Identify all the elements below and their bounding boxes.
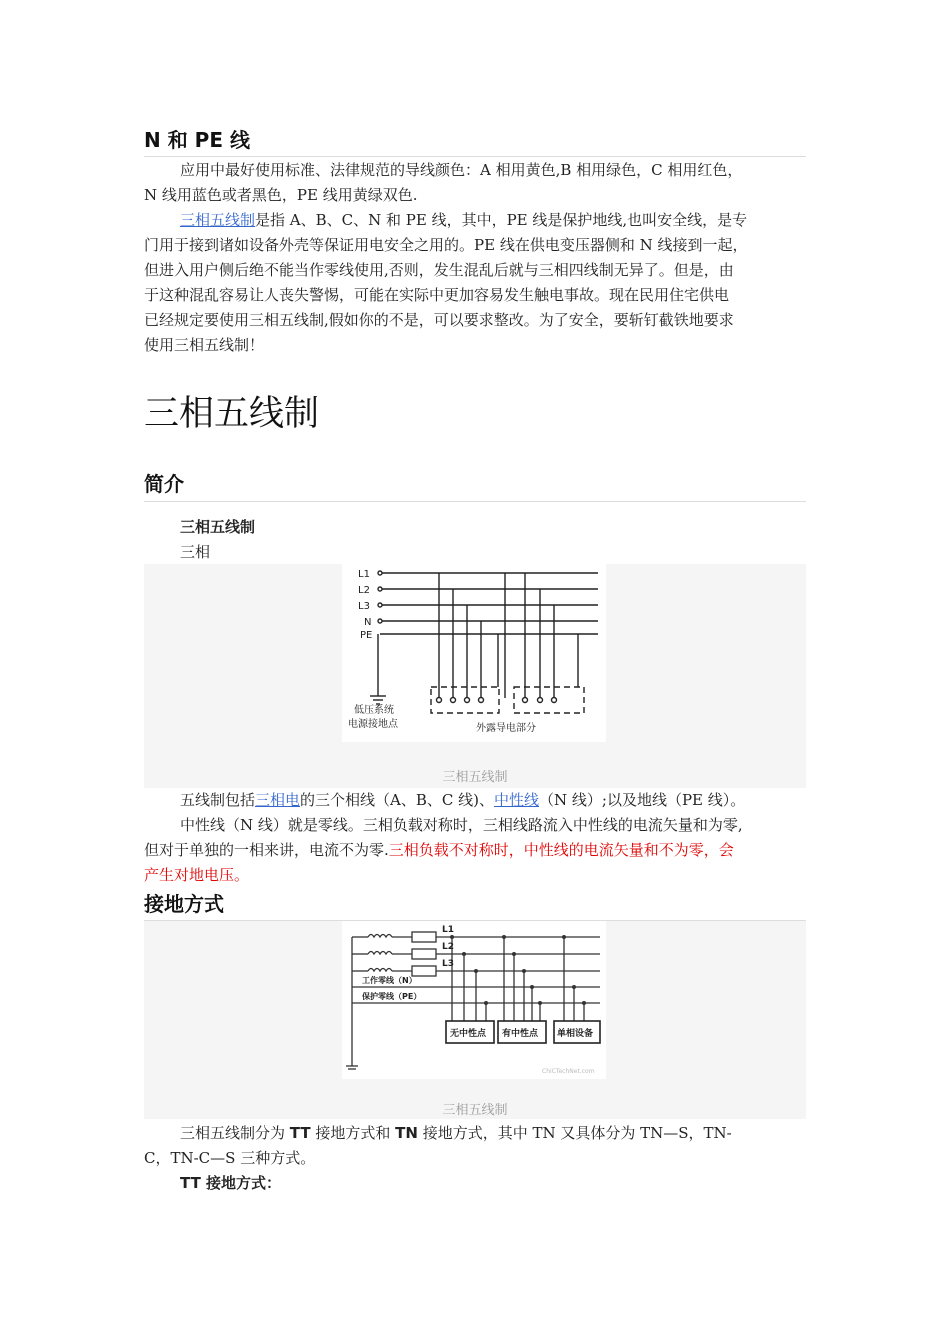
line-label: L3 — [442, 959, 454, 969]
three-phase-five-wire-diagram — [342, 564, 606, 742]
paragraph-text: 三相五线制分为 — [180, 1124, 290, 1142]
watermark: ChiCTechNet.com — [542, 1068, 595, 1075]
paragraph-line — [180, 1121, 732, 1146]
ground-label: 低压系统 — [354, 705, 394, 716]
paragraph-line: 应用中最好使用标准、法律规范的导线颜色：A 相用黄色,B 相用绿色，C 相用红色， — [180, 161, 743, 179]
term-tn: TN — [395, 1124, 418, 1142]
paragraph-text: 的三个相线（A、B、C 线)、 — [300, 791, 494, 809]
line-label: L2 — [358, 585, 370, 596]
paragraph-text: 接地方式和 — [310, 1124, 396, 1142]
exposed-parts-label: 外露导电部分 — [476, 723, 536, 734]
heading-divider — [144, 501, 806, 502]
figure-box — [144, 564, 806, 788]
box-label: 单相设备 — [557, 1029, 594, 1039]
warning-text: 产生对地电压。 — [144, 866, 250, 884]
page-title: 三相五线制 — [144, 394, 320, 434]
paragraph-text: （N 线）;以及地线（PE 线）。 — [539, 791, 746, 809]
paragraph-text: 五线制包括 — [180, 791, 256, 809]
figure-box — [144, 921, 806, 1119]
section-heading-intro: 简介 — [144, 472, 184, 496]
paragraph-line: 但进入用户侧后绝不能当作零线使用,否则，发生混乱后就与三相四线制无异了。但是，由 — [144, 261, 734, 279]
figure-caption: 三相五线制 — [442, 770, 508, 785]
term-tt: TT — [289, 1124, 311, 1142]
paragraph-line: 已经规定要使用三相五线制,假如你的不是，可以要求整改。为了安全，要斩钉截铁地要求 — [144, 311, 734, 329]
line-label: L1 — [358, 569, 370, 580]
paragraph-line: 使用三相五线制！ — [144, 336, 265, 354]
paragraph-line — [180, 788, 745, 813]
heading-divider — [144, 156, 806, 157]
box-label: 无中性点 — [450, 1029, 487, 1039]
protective-neutral-label: 保护零线（PE） — [362, 992, 422, 1001]
work-neutral-label: 工作零线（N） — [362, 976, 417, 985]
figure-caption: 三相五线制 — [442, 1103, 508, 1118]
sub-label: 三相 — [180, 543, 211, 561]
paragraph-line — [180, 208, 747, 233]
paragraph-line — [144, 838, 734, 863]
link-three-phase-five-wire[interactable]: 三相五线制 — [180, 211, 256, 229]
section-heading-n-pe: N 和 PE 线 — [144, 128, 250, 152]
section-heading-grounding: 接地方式 — [144, 892, 224, 916]
paragraph-line: 于这种混乱容易让人丧失警惕，可能在实际中更加容易发生触电事故。现在民用住宅供电 — [144, 286, 730, 304]
ground-label: 电源接地点 — [348, 719, 398, 730]
paragraph-text: 接地方式，其中 TN 又具体分为 TN—S，TN- — [417, 1124, 732, 1142]
paragraph-line: C，TN-C—S 三种方式。 — [144, 1149, 316, 1167]
line-label: PE — [360, 630, 373, 641]
line-label: L3 — [358, 601, 370, 612]
line-label: L1 — [442, 925, 454, 935]
paragraph-line: 门用于接到诸如设备外壳等保证用电安全之用的。PE 线在供电变压器侧和 N 线接到一起， — [144, 236, 748, 254]
link-three-phase-power[interactable]: 三相电 — [255, 791, 301, 809]
link-neutral-line[interactable]: 中性线 — [494, 791, 540, 809]
bold-label: 三相五线制 — [180, 518, 256, 536]
paragraph-text: 是指 A、B、C、N 和 PE 线，其中，PE 线是保护地线,也叫安全线，是专 — [255, 211, 748, 229]
paragraph-text: 但对于单独的一相来讲，电流不为零. — [144, 841, 389, 859]
tt-grounding-label: TT 接地方式： — [180, 1174, 282, 1192]
warning-text: 三相负载不对称时，中性线的电流矢量和不为零，会 — [388, 841, 734, 859]
box-label: 有中性点 — [502, 1029, 539, 1039]
grounding-diagram — [342, 921, 606, 1079]
line-label: N — [364, 617, 372, 628]
line-label: L2 — [442, 942, 454, 952]
paragraph-line: N 线用蓝色或者黑色，PE 线用黄绿双色. — [144, 186, 418, 204]
paragraph-line: 中性线（N 线）就是零线。三相负载对称时，三相线路流入中性线的电流矢量和为零, — [180, 816, 743, 834]
